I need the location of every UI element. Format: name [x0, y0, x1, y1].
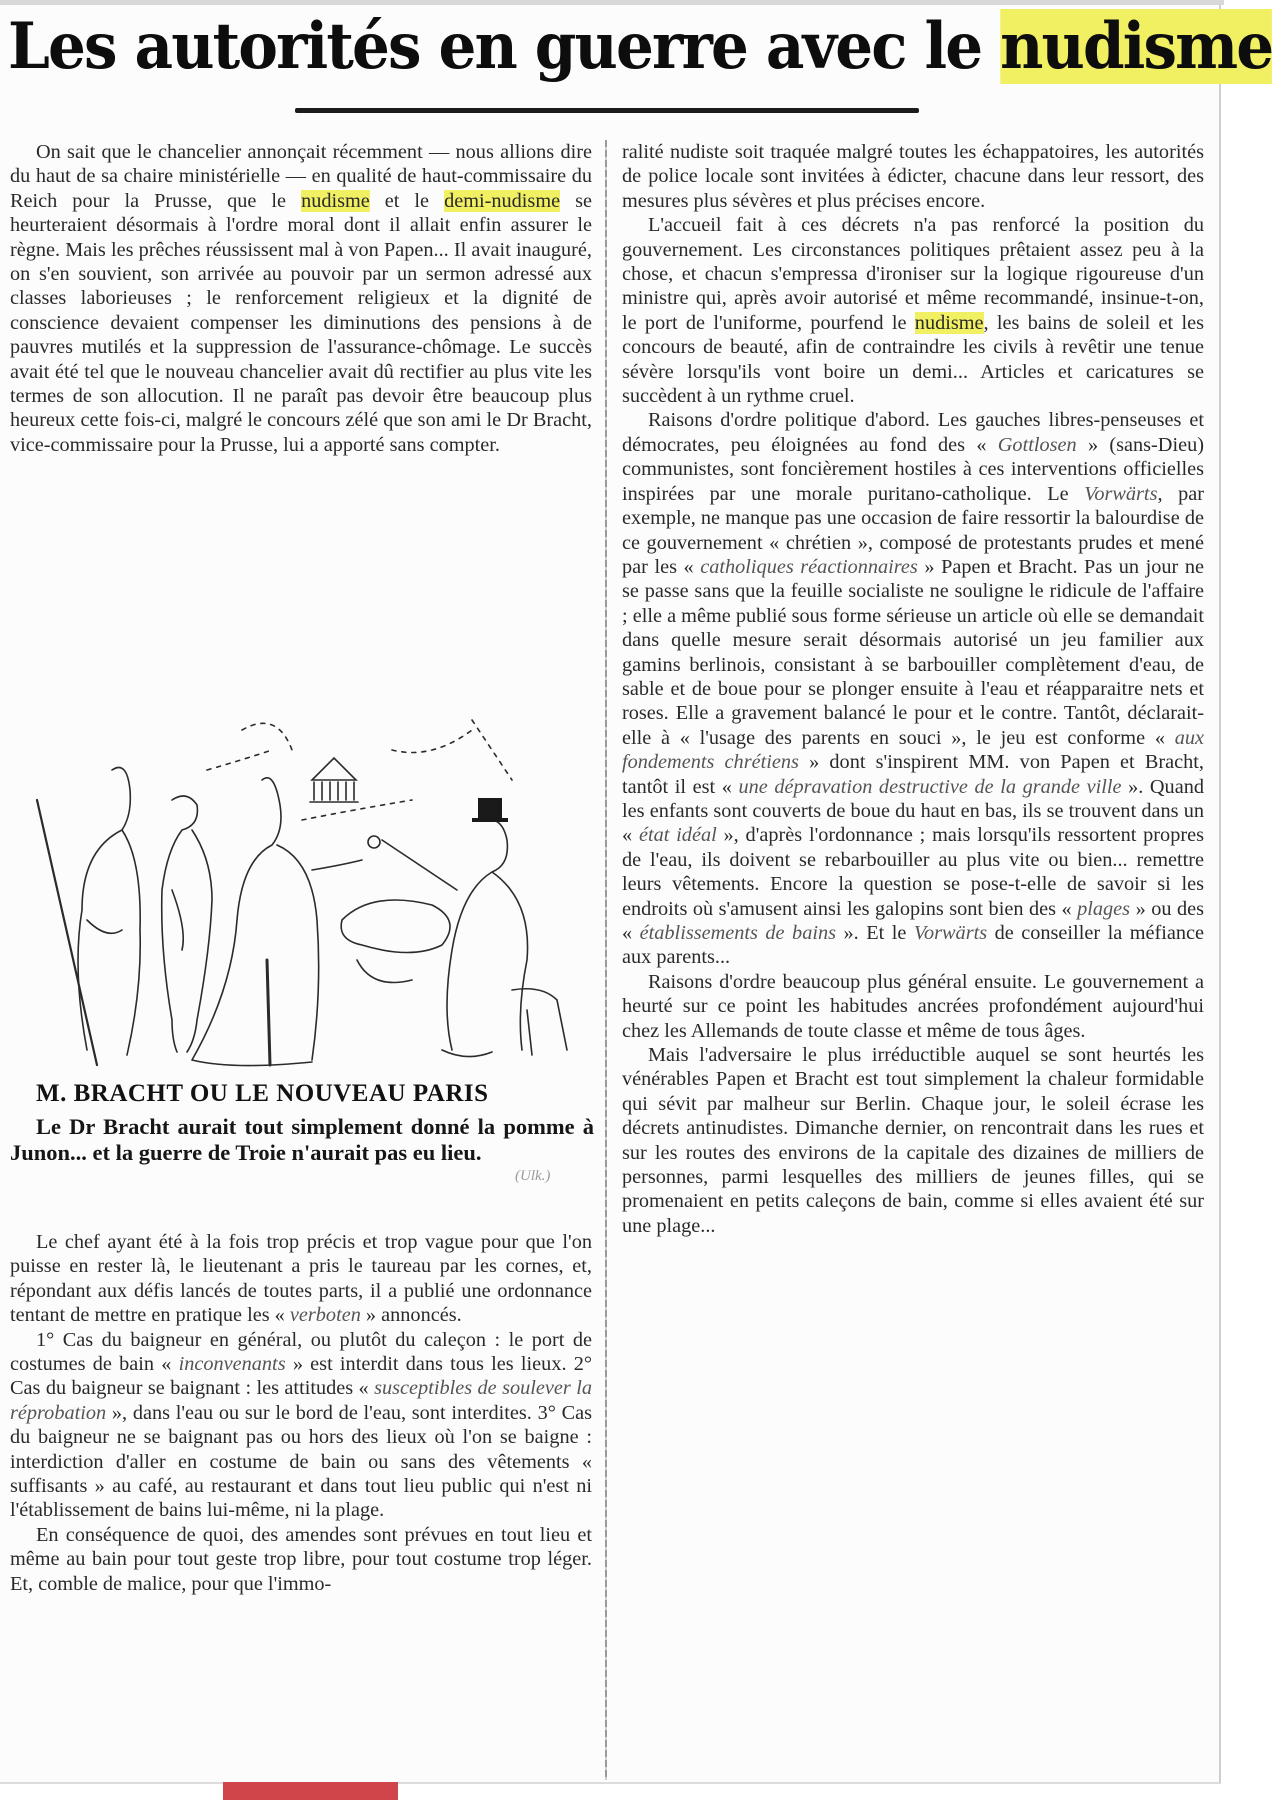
top-hat-icon — [478, 798, 502, 820]
cartoon-illustration — [12, 690, 597, 1070]
text-run: ». Et le — [836, 922, 914, 944]
text-run: », d'après l'ordonnance ; mais lorsqu'ils ressortent propres de l'eau, ils doivent se rebarbouiller au plus vite ou bien... remettre leurs vêtements. Encore la question se pose-t-elle de savoir si les endroits où s'amusent ainsi les galopins sont bien des « — [622, 824, 1204, 920]
headline-highlight: nudisme — [1000, 9, 1272, 84]
text-run: , les bains de soleil et les concours de beauté, afin de contraindre les civils à revêtir une tenue sévère lorsqu'ils vont boire un demi... Articles et caricatures se succèdent à un rythme cruel. — [622, 311, 1204, 408]
caption-credit: (Ulk.) — [515, 1168, 551, 1184]
caption-body — [10, 1114, 594, 1166]
text-run: » ou des « — [622, 897, 1205, 944]
headline-text: Les autorités en guerre avec le — [8, 9, 1001, 84]
text-run: , par exemple, ne manque pas une occasion de faire ressortir la balourdise de ce gouvernement « chrétien », composé de protestants prudes et mené par les « — [622, 482, 1204, 578]
article-paragraph — [622, 408, 1204, 969]
left-column-bottom — [10, 1230, 592, 1596]
figure-juno — [192, 778, 362, 1066]
sheep-icon — [341, 900, 450, 983]
temple-icon — [310, 758, 358, 802]
spear-icon — [37, 800, 97, 1065]
highlighted-term: nudisme — [301, 189, 370, 212]
article-paragraph — [10, 1230, 592, 1328]
italic-text: susceptibles de soulever la réprobation — [10, 1377, 592, 1424]
text-run: » annoncés. — [360, 1304, 462, 1327]
right-column — [622, 140, 1204, 1238]
highlighted-term: nudisme — [914, 311, 984, 334]
umbrella-icon — [267, 960, 270, 1065]
text-run: ralité nudiste soit traquée malgré toutes les échappatoires, les autorités de police locale sont invitées à édicter, chacune dans leur ressort, des mesures plus sévères et plus précises encore. — [622, 141, 1204, 212]
text-run: Le chef ayant été à la fois trop précis et trop vague pour que l'on puisse en rester là, le lieutenant a pris le taureau par les cornes, et, répondant aux défis lancés de toutes parts, il a publié une ordonnance tentant de mettre en pratique les « — [10, 1231, 592, 1327]
article-paragraph — [10, 1523, 592, 1596]
text-run: Raisons d'ordre politique d'abord. Les gauches libres-penseuses et démocrates, peu éloignées au fond des « — [622, 409, 1204, 456]
italic-text: aux fondements chrétiens — [622, 726, 1204, 774]
text-run: », dans l'eau ou sur le bord de l'eau, sont interdites. 3° Cas du baigneur ne se baignant pas ou hors des lieux où l'on se baigne : interdiction d'aller en costume de bain ou sans des vêtements « suffisants » au café, au restaurant et dans tout lieu public qui n'est ni l'établissement de bains lui-même, ni la plage. — [10, 1401, 592, 1522]
text-run: Mais l'adversaire le plus irréductible auquel se sont heurtés les vénérables Papen et Bracht est tout simplement la chaleur formidable qui sévit par malheur sur Berlin. Chaque jour, le soleil écrase les décrets antinudistes. Dimanche dernier, on rencontrait dans les rues et sur les routes des environs de la capitale des dizaines de milliers de personnes, parmi lesquelles des milliers de jeunes filles, qui se promenaient en petits caleçons de bain, comme si elles avaient été sur une plage... — [622, 1044, 1204, 1237]
italic-text: verboten — [289, 1304, 361, 1327]
caption-title: M. BRACHT OU LE NOUVEAU PARIS — [36, 1080, 489, 1107]
article-paragraph — [622, 1043, 1204, 1238]
article-paragraph — [622, 970, 1204, 1043]
text-run: » Papen et Bracht. Pas un jour ne se passe sans que la feuille socialiste ne souligne le ridicule de l'affaire ; elle a même publié sous forme sérieuse un article où elle se demandait dans quelle mesure serait désormais autorisé un jeu familier aux gamins berlinois, consistant à se barbouiller complètement d'eau, de sable et de boue pour se plonger ensuite à l'eau et réapparaitre nets et roses. Elle a gravement balancé le pour et le contre. Tantôt, déclarait-elle à « l'usage des parents en souci », le jeu est conforme « — [622, 555, 1204, 749]
article-paragraph — [622, 213, 1204, 408]
italic-text: établissements de bains — [639, 922, 837, 944]
scroll-indicator-bar[interactable] — [223, 1782, 398, 1800]
figure-bracht — [382, 819, 528, 1056]
article-paragraph — [10, 1328, 592, 1523]
italic-text: Vorwärts — [1084, 482, 1158, 505]
italic-text: une dépravation destructive de la grande ville — [738, 775, 1122, 798]
article-paragraph — [622, 140, 1204, 213]
headline-rule — [295, 108, 919, 113]
text-run: On sait que le chancelier annonçait récemment — nous allions dire du haut de sa chaire ministérielle — en qualité de haut-commissaire du Reich pour la Prusse, que le — [10, 141, 592, 212]
text-run: se heurteraient désormais à l'ordre moral dont il allait enfin assurer le règne. Mais les prêches réussissent mal à von Papen... Il avait inauguré, on s'en souvient, son arrivée au pouvoir par un sermon adressé aux classes laborieuses ; le renforcement religieux et la dignité de conscience devaient compenser les diminutions des pensions à de pauvres mutilés et la suppression de l'assurance-chômage. Le succès avait été tel que le nouveau chancelier avait dû rectifier au plus vite les termes de son allocution. Il ne paraît pas devoir être beaucoup plus heureux cette fois-ci, malgré le concours zélé que son ami le Dr Bracht, vice-commissaire pour la Prusse, lui a apporté sans compter. — [10, 189, 593, 456]
apple-icon — [368, 836, 380, 848]
italic-text: état idéal — [638, 824, 717, 847]
text-run: de conseiller la méfiance aux parents... — [622, 922, 1205, 969]
text-run: ». Quand les enfants sont couverts de boue du haut en bas, ils se trouvent dans un « — [622, 775, 1204, 847]
text-run: » dont s'inspirent MM. von Papen et Bracht, tantôt il est « — [622, 751, 1204, 798]
italic-text: Gottlosen — [997, 433, 1077, 456]
figure-venus — [162, 796, 212, 1052]
text-run: Raisons d'ordre beaucoup plus général ensuite. Le gouvernement a heurté sur ce point les habitudes ancrées profondément aujourd'hui chez les Allemands de toute classe et même de tous âges. — [622, 970, 1204, 1042]
caption-text: Le Dr Bracht aurait tout simplement donné la pomme à Junon... et la guerre de Troie n'aurait pas eu lieu. — [10, 1114, 594, 1165]
italic-text: catholiques réactionnaires — [700, 555, 918, 578]
italic-text: plages — [1077, 897, 1131, 920]
article-paragraph — [10, 140, 592, 457]
figure-minerva — [78, 768, 140, 1056]
highlighted-term: demi-nudisme — [444, 189, 561, 212]
headline — [8, 4, 1272, 90]
text-run: » est interdit dans tous les lieux. 2° Cas du baigneur se baignant : les attitudes « — [10, 1353, 592, 1400]
text-run: 1° Cas du baigneur en général, ou plutôt du caleçon : le port de costumes de bain « — [10, 1328, 592, 1376]
text-run: » (sans-Dieu) communistes, sont foncièrement hostiles à ces interventions officielles inspirées par une morale puritano-catholique. Le — [622, 433, 1204, 505]
italic-text: Vorwärts — [913, 922, 988, 944]
text-run: L'accueil fait à ces décrets n'a pas renforcé la position du gouvernement. Les circonstances politiques prêtaient assez peu à la chose, et chacun s'empressa d'ironiser sur la logique rigoureuse d'un ministre qui, après avoir autorisé et même recommandé, insinue-t-on, le port de l'uniforme, pourfend le — [622, 214, 1204, 334]
italic-text: inconvenants — [178, 1353, 286, 1376]
text-run: et le — [369, 189, 445, 212]
text-run: En conséquence de quoi, des amendes sont prévues en tout lieu et même au bain pour tout geste trop libre, pour tout costume trop léger. Et, comble de malice, pour que l'immo- — [10, 1523, 592, 1595]
left-column-top — [10, 140, 592, 457]
column-divider — [605, 140, 607, 1780]
